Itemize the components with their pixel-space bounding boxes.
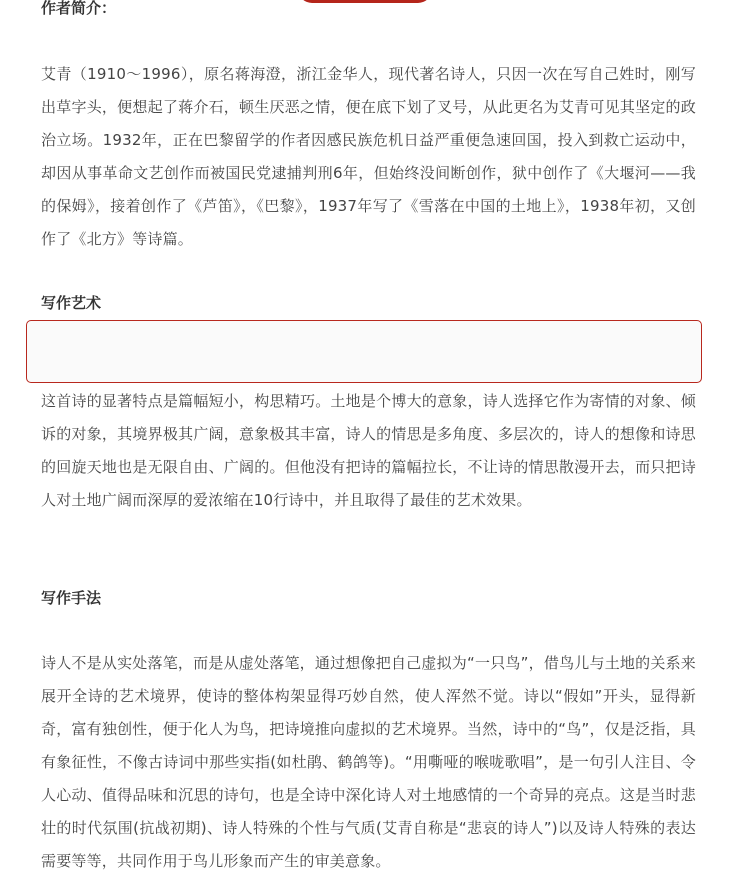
writing-art-heading: 写作艺术 xyxy=(41,294,102,312)
writing-technique-paragraph: 诗人不是从实处落笔，而是从虚处落笔，通过想像把自己虚拟为“一只鸟”，借鸟儿与土地的关系来展开全诗的艺术境界，使诗的整体构架显得巧妙自然，使人浑然不觉。诗以“假如”开头，显得新奇，富有独创性，便于化人为鸟，把诗境推向虚拟的艺术境界。当然，诗中的“鸟”，仅是泛指，具有象征性，不像古诗词中那些实指(如杜鹃、鹤鸽等)。“用嘶哑的喉咙歌唱”，是一句引人注目、令人心动、值得品味和沉思的诗句，也是全诗中深化诗人对土地感情的一个奇异的亮点。这是当时悲壮的时代氛围(抗战初期)、诗人特殊的个性与气质(艾青自称是“悲哀的诗人”)以及诗人特殊的表达需要等等，共同作用于鸟儿形象而产生的审美意象。 xyxy=(41,654,696,870)
writing-technique-heading: 写作手法 xyxy=(41,589,102,607)
writing-art-paragraph: 这首诗的显著特点是篇幅短小，构思精巧。土地是个博大的意象，诗人选择它作为寄情的对象、倾诉的对象，其境界极其广阔，意象极其丰富，诗人的情思是多角度、多层次的，诗人的想像和诗思的回旋天地也是无限自由、广阔的。但他没有把诗的篇幅拉长，不让诗的情思散漫开去，而只把诗人对土地广阔而深厚的爱浓缩在10行诗中，并且取得了最佳的艺术效果。 xyxy=(41,392,696,509)
header-tab-decoration xyxy=(298,0,432,3)
author-intro-paragraph: 艾青（1910～1996），原名蒋海澄，浙江金华人，现代著名诗人，只因一次在写自己姓时，刚写出草字头，便想起了蒋介石，顿生厌恶之情，便在底下划了叉号，从此更名为艾青可见其坚定的政治立场。1932年，正在巴黎留学的作者因感民族危机日益严重便急速回国，投入到救亡运动中，却因从事革命文艺创作而被国民党逮捕判刑6年，但始终没间断创作，狱中创作了《大堰河——我的保姆》，接着创作了《芦笛》，《巴黎》，1937年写了《雪落在中国的土地上》，1938年初，又创作了《北方》等诗篇。 xyxy=(41,65,696,248)
callout-box xyxy=(26,320,702,383)
author-intro-heading: 作者简介： xyxy=(41,0,117,17)
